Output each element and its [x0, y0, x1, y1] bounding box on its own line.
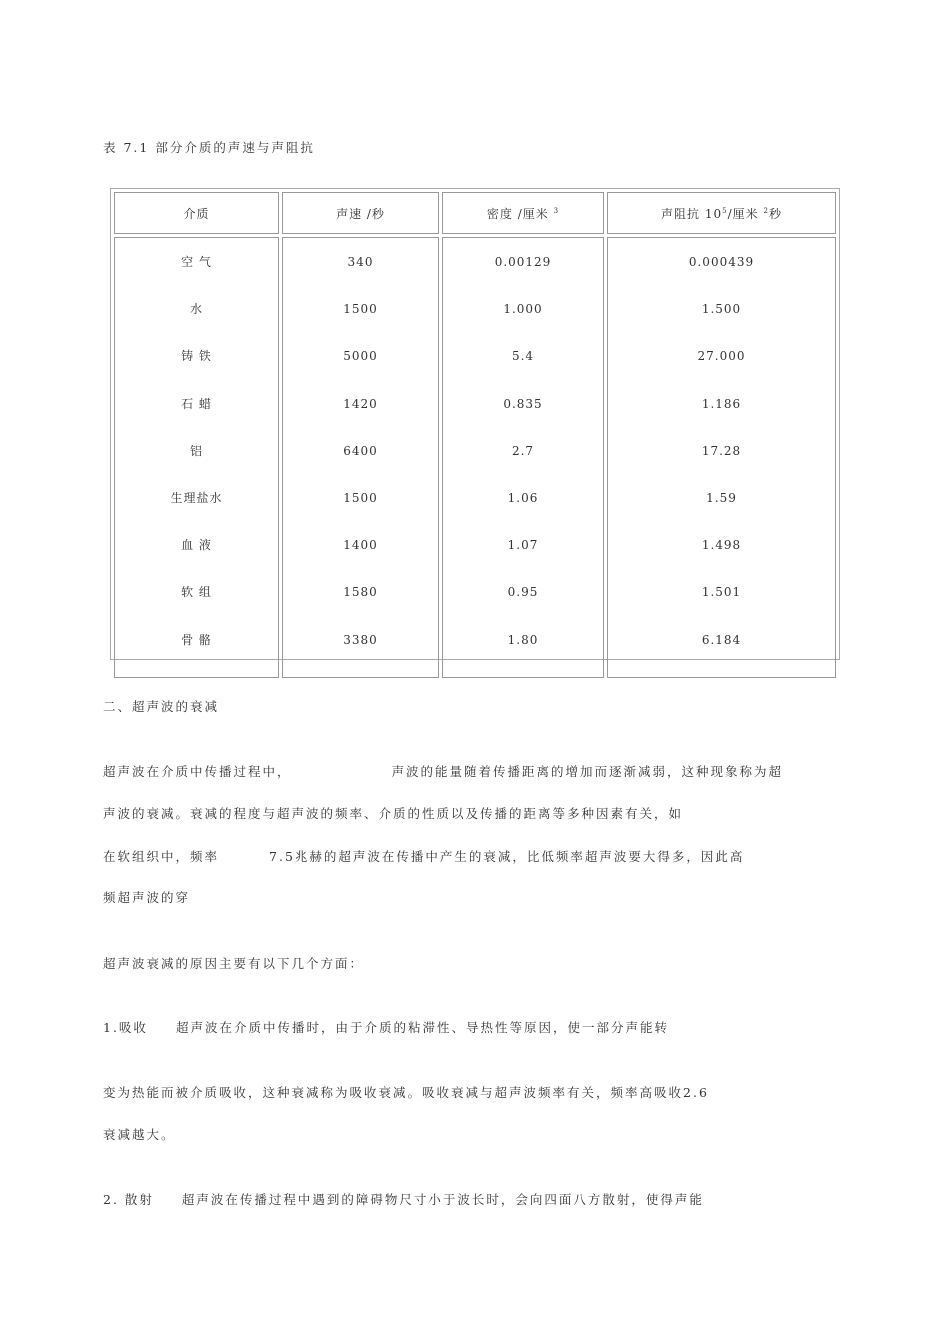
paragraph-fragment: 声波的能量随着传播距离的增加而逐渐减弱，这种现象称为超	[391, 764, 784, 779]
density-cell: 0.835	[503, 396, 543, 411]
section-heading: 二、超声波的衰减	[103, 699, 220, 714]
medium-cell: 生理盐水	[170, 490, 223, 505]
impedance-cell: 0.000439	[688, 255, 755, 269]
density-cell: 2.7	[511, 443, 535, 458]
impedance-cell: 1.186	[701, 396, 742, 411]
impedance-cell: 1.500	[701, 302, 742, 317]
column-medium	[114, 237, 279, 678]
speed-cell: 340	[347, 255, 374, 269]
medium-cell: 水	[189, 302, 203, 317]
speed-cell: 1420	[343, 396, 378, 411]
density-cell: 1.80	[507, 632, 539, 647]
data-table	[110, 188, 840, 660]
density-cell: 5.4	[511, 349, 535, 364]
speed-cell: 1500	[343, 490, 378, 505]
paragraph-line	[103, 1190, 704, 1208]
header-impedance-text: 声阻抗 10	[661, 206, 723, 221]
medium-cell: 空 气	[181, 255, 212, 269]
paragraph-line	[103, 847, 744, 865]
header-impedance-end: 秒	[768, 206, 782, 221]
density-cell: 1.07	[507, 538, 539, 553]
impedance-cell: 1.501	[701, 585, 742, 600]
header-density-text: 密度 /厘米	[486, 206, 549, 221]
column-impedance	[607, 237, 836, 678]
density-cell: 1.000	[503, 302, 543, 317]
column-density	[442, 237, 604, 678]
header-speed: 声速 /秒	[282, 192, 439, 234]
header-density-sup: 3	[553, 206, 560, 215]
speed-cell: 1400	[343, 538, 378, 553]
table-body-row	[114, 237, 836, 678]
header-medium: 介质	[114, 192, 279, 234]
paragraph-line	[103, 1018, 669, 1036]
speed-cell: 1580	[343, 585, 378, 600]
impedance-cell: 1.59	[706, 490, 737, 505]
header-impedance	[607, 192, 836, 234]
medium-cell: 铸 铁	[181, 349, 212, 364]
density-cell: 1.06	[507, 490, 539, 505]
column-speed	[282, 237, 439, 678]
list-item-label: 1.吸收	[103, 1020, 148, 1035]
table-header-row	[114, 192, 836, 234]
impedance-cell: 6.184	[701, 632, 742, 647]
medium-cell: 石 蜡	[181, 396, 212, 411]
speed-cell: 6400	[343, 443, 378, 458]
paragraph-fragment: 超声波在介质中传播过程中，	[103, 764, 292, 779]
paragraph-fragment: 变为热能而被介质吸收，这种衰减称为吸收衰减。吸收衰减与超声波频率有关，频率高吸收	[103, 1085, 684, 1100]
table-caption: 表 7.1 部分介质的声速与声阻抗	[103, 140, 315, 155]
list-item-label: 2. 散射	[103, 1192, 154, 1207]
speed-cell: 1500	[343, 302, 378, 317]
medium-cell: 软 组	[181, 585, 212, 600]
paragraph-line	[103, 1083, 709, 1101]
impedance-cell: 17.28	[701, 443, 742, 458]
header-impedance-mid: /厘米	[727, 206, 759, 221]
section-heading: 超声波衰减的原因主要有以下几个方面：	[103, 956, 365, 971]
medium-cell: 骨 骼	[181, 632, 212, 647]
header-density	[442, 192, 604, 234]
paragraph-line: 频超声波的穿	[103, 890, 191, 905]
medium-cell: 铝	[189, 443, 203, 458]
paragraph-fragment: 超声波在传播过程中遇到的障碍物尺寸小于波长时，会向四面八方散射，使得声能	[181, 1192, 704, 1207]
impedance-cell: 27.000	[697, 349, 746, 364]
paragraph-line	[103, 762, 783, 780]
density-cell: 0.95	[507, 585, 539, 600]
impedance-cell: 1.498	[701, 538, 742, 553]
paragraph-line: 衰减越大。	[103, 1127, 176, 1142]
header-impedance-sup: 5	[722, 206, 728, 215]
paragraph-line: 声波的衰减。衰减的程度与超声波的频率、介质的性质以及传播的距离等多种因素有关，如	[103, 806, 684, 821]
paragraph-fragment: 7.5兆赫的超声波在传播中产生的衰减，比低频率超声波要大得多，因此高	[269, 849, 745, 864]
speed-cell: 3380	[343, 632, 378, 647]
paragraph-fragment: 2.6	[683, 1085, 709, 1100]
paragraph-fragment: 在软组织中，频率	[103, 849, 220, 864]
speed-cell: 5000	[343, 349, 378, 364]
paragraph-fragment: 超声波在介质中传播时，由于介质的粘滞性、导热性等原因，使一部分声能转	[175, 1020, 669, 1035]
header-impedance-sup2: 2	[763, 206, 769, 215]
medium-cell: 血 液	[181, 538, 212, 553]
density-cell: 0.00129	[494, 255, 552, 269]
